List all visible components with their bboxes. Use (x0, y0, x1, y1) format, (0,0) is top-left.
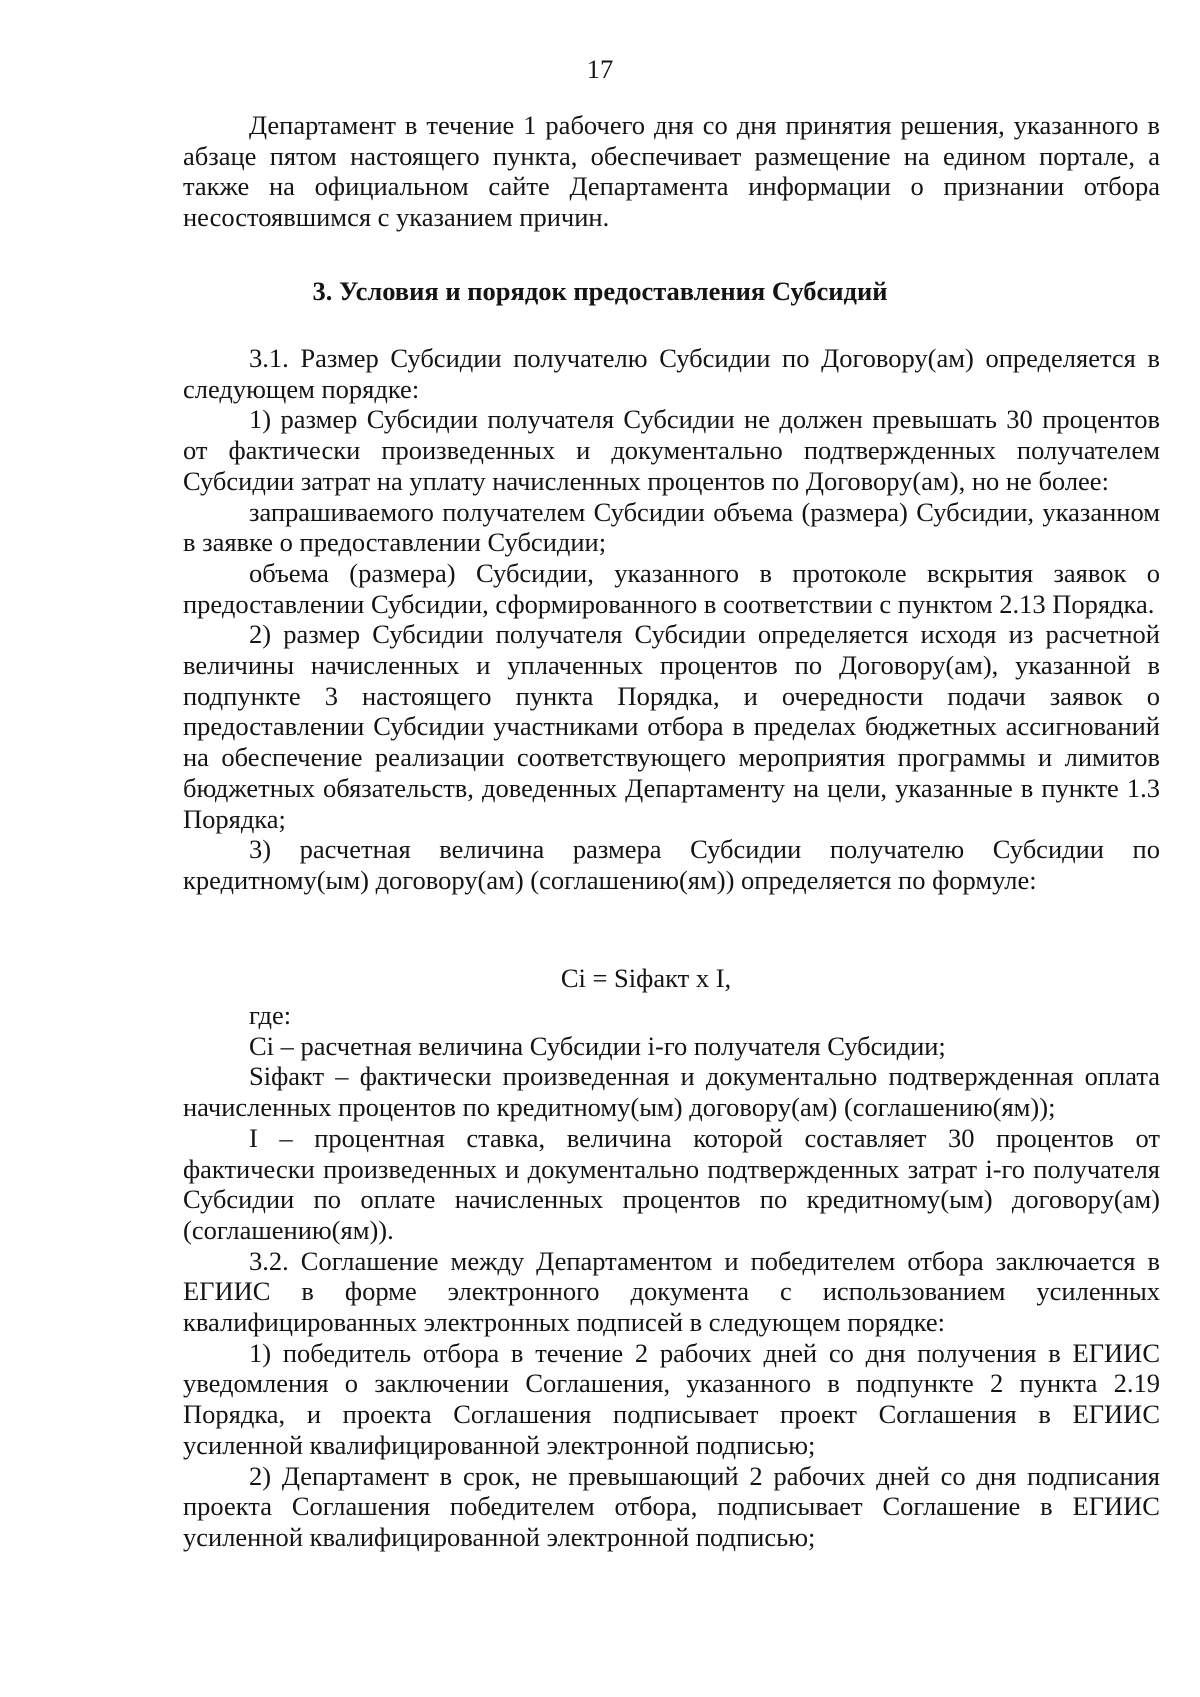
paragraph-requested-amount: запрашиваемого получателем Субсидии объема (размера) Субсидии, указанном в заявке о предоставлении Субсидии; (183, 496, 1160, 558)
paragraph-3-2: 3.2. Соглашение между Департаментом и победителем отбора заключается в ЕГИИС в форме электронного документа с использованием усиленных квалифицированных электронных подписей в следующем порядке: (183, 1245, 1160, 1338)
paragraph-3-1-item-3: 3) расчетная величина размера Субсидии получателю Субсидии по кредитному(ым) договору(ам) (соглашению(ям)) определяется по формуле: (183, 834, 1160, 895)
page-number: 17 (586, 54, 614, 84)
paragraph-3-2-item-1: 1) победитель отбора в течение 2 рабочих дней со дня получения в ЕГИИС уведомления о заключении Соглашения, указанного в подпункте 2 пункта 2.19 Порядка, и проекта Соглашения подписывает проект Соглашения в ЕГИИС усиленной квалифицированной электронной подписью; (183, 1337, 1160, 1460)
paragraph-3-1-item-2: 2) размер Субсидии получателя Субсидии определяется исходя из расчетной величины начисленных и уплаченных процентов по Договору(ам), указанной в подпункте 3 настоящего пункта Порядка, и очередности подачи заявок о предоставлении Субсидии участниками отбора в пределах бюджетных ассигнований на обеспечение реализации соответствующего мероприятия программы и лимитов бюджетных обязательств, доведенных Департаменту на цели, указанные в пункте 1.3 Порядка; (183, 619, 1160, 834)
intro-paragraph: Департамент в течение 1 рабочего дня со дня принятия решения, указанного в абзаце пятом настоящего пункта, обеспечивает размещение на едином портале, а также на официальном сайте Департамента информации о признании отбора несостоявшимся с указанием причин. (183, 110, 1160, 233)
paragraph-3-2-item-2: 2) Департамент в срок, не превышающий 2 рабочих дней со дня подписания проекта Соглашения победителем отбора, подписывает Соглашение в ЕГИИС усиленной квалифицированной электронной подписью; (183, 1460, 1160, 1552)
paragraph-sifact-definition: Siфакт – фактически произведенная и документально подтвержденная оплата начисленных процентов по кредитному(ым) договору(ам) (соглашению(ям)); (183, 1061, 1160, 1123)
paragraph-where: где: (249, 1000, 292, 1030)
paragraph-ci-definition: Ci – расчетная величина Субсидии i-го получателя Субсидии; (249, 1030, 946, 1061)
paragraph-protocol-amount: объема (размера) Субсидии, указанного в протоколе вскрытия заявок о предоставлении Субсидии, сформированного в соответствии с пунктом 2.13 Порядка. (183, 557, 1160, 619)
paragraph-3-1: 3.1. Размер Субсидии получателю Субсидии по Договору(ам) определяется в следующем порядке: (183, 343, 1160, 404)
paragraph-i-definition: I – процентная ставка, величина которой составляет 30 процентов от фактически произведенных и документально подтвержденных затрат i-го получателя Субсидии по оплате начисленных процентов по кредитному(ым) договору(ам) (соглашению(ям)). (183, 1122, 1160, 1245)
paragraph-3-1-item-1: 1) размер Субсидии получателя Субсидии не должен превышать 30 процентов от фактически произведенных и документально подтвержденных получателем Субсидии затрат на уплату начисленных процентов по Договору(ам), но не более: (183, 404, 1160, 496)
formula: Ci = Siфакт x I, (560, 963, 732, 993)
section-body-after-formula (183, 1000, 1160, 1553)
section-body-before-formula (183, 343, 1160, 896)
section-heading: 3. Условия и порядок предоставления Субсидий (312, 276, 888, 306)
